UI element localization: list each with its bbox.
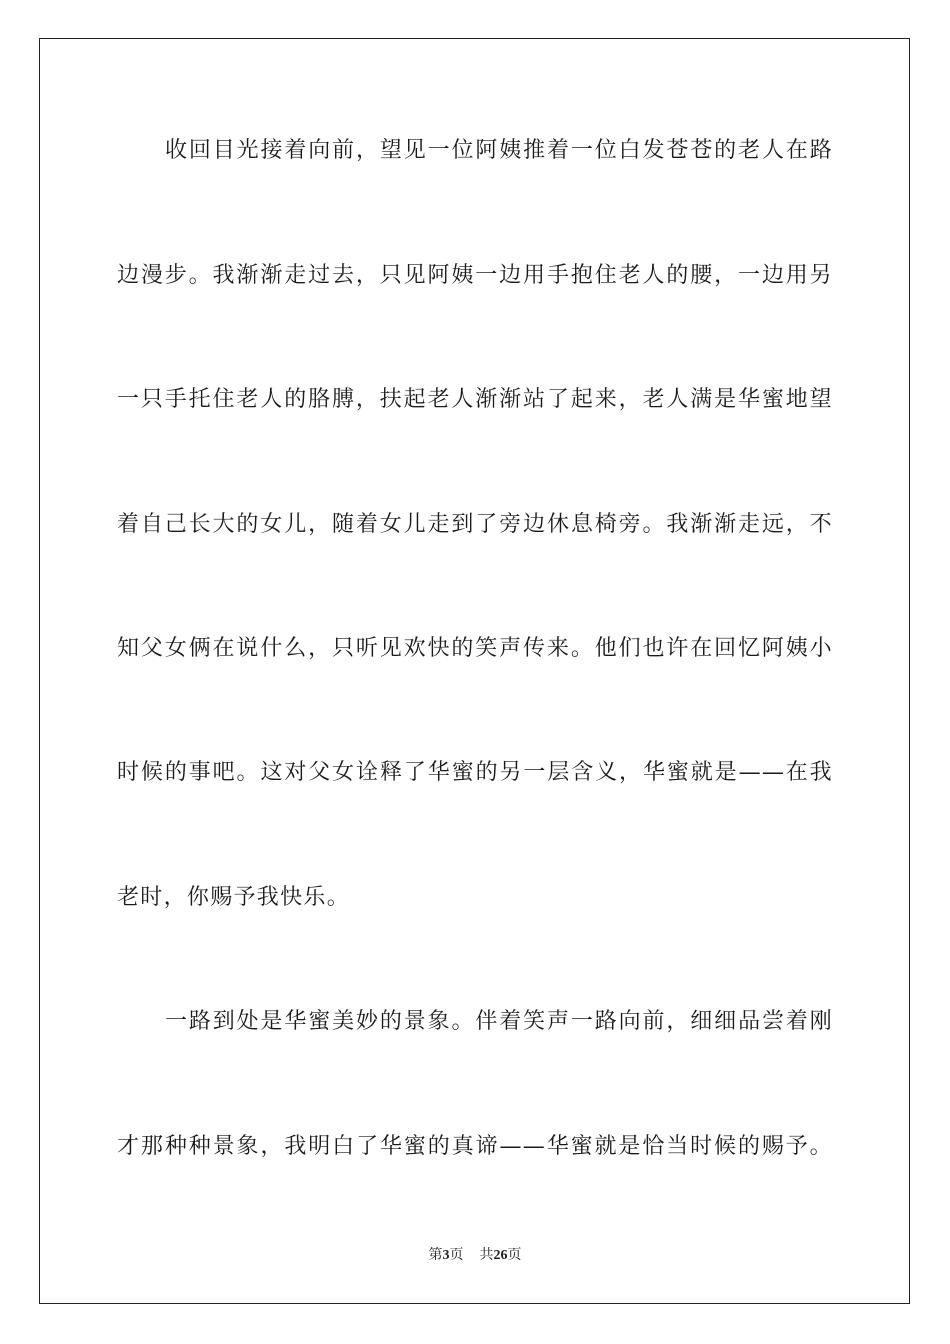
footer-page-suffix: 页 [449,1247,464,1263]
footer-total-pages: 26 [493,1248,508,1263]
paragraph-1-line-1: 收回目光接着向前，望见一位阿姨推着一位白发苍苍的老人在路 [165,138,833,163]
footer-page-number: 3 [442,1248,450,1263]
paragraph-1-line-5: 知父女俩在说什么，只听见欢快的笑声传来。他们也许在回忆阿姨小 [117,636,833,661]
paragraph-2-line-1: 一路到处是华蜜美妙的景象。伴着笑声一路向前，细细品尝着刚 [165,1009,833,1034]
footer-page-prefix: 第 [428,1247,443,1263]
paragraph-1-line-6: 时候的事吧。这对父女诠释了华蜜的另一层含义，华蜜就是——在我 [117,760,833,785]
footer-total-prefix: 共 [479,1247,494,1263]
footer-total-suffix: 页 [507,1247,522,1263]
paragraph-1-line-3: 一只手托住老人的胳膊，扶起老人渐渐站了起来，老人满是华蜜地望 [117,387,833,412]
page-footer [0,1245,950,1266]
paragraph-1-line-2: 边漫步。我渐渐走过去，只见阿姨一边用手抱住老人的腰，一边用另 [117,263,833,288]
paragraph-1-line-7: 老时，你赐予我快乐。 [117,885,351,910]
page-border [39,38,910,1304]
paragraph-2-line-2: 才那种种景象，我明白了华蜜的真谛——华蜜就是恰当时候的赐予。 [117,1134,833,1159]
paragraph-1-line-4: 着自己长大的女儿，随着女儿走到了旁边休息椅旁。我渐渐走远，不 [117,512,833,537]
